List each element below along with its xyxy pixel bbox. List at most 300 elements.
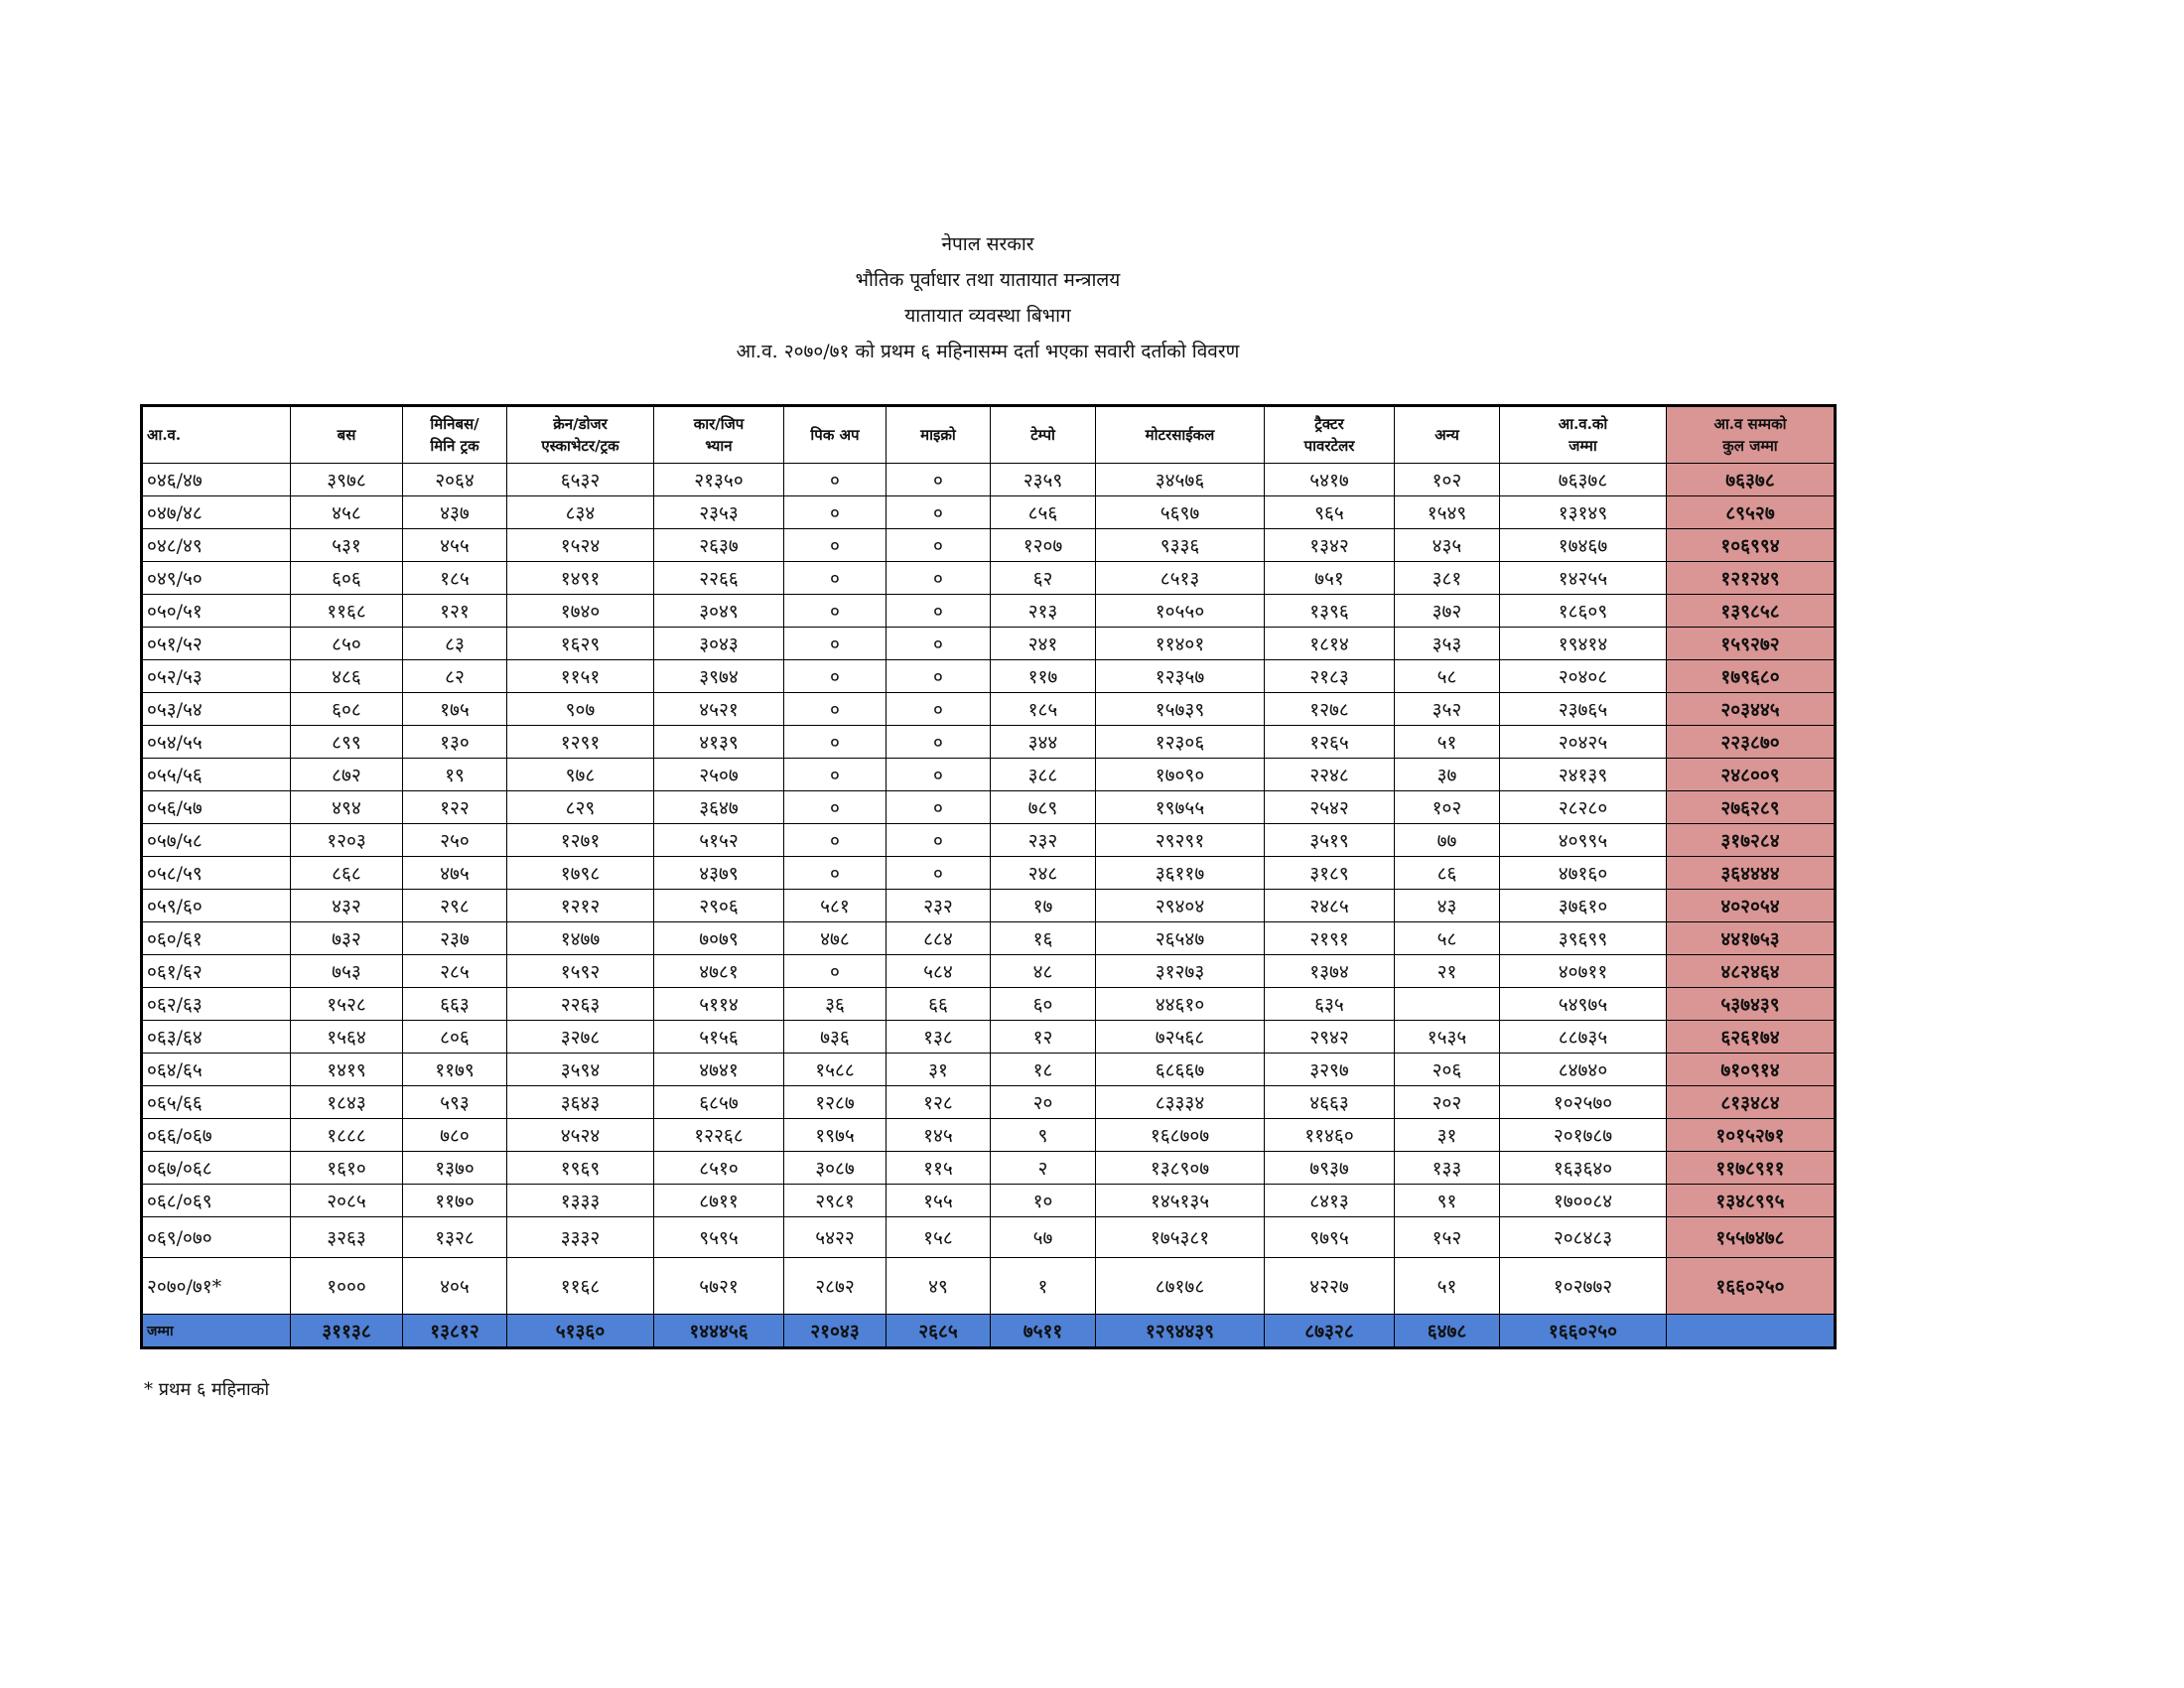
table-cell: १५३५ bbox=[1395, 1021, 1500, 1054]
table-cell: २४८ bbox=[991, 857, 1096, 890]
table-cell: ७३६ bbox=[784, 1021, 887, 1054]
column-header-label: ट्रैक्टर bbox=[1314, 415, 1344, 433]
table-cell: ६३५ bbox=[1265, 988, 1395, 1021]
table-cell: २०१७८७ bbox=[1500, 1119, 1667, 1152]
column-header-label: मिनिबस/ bbox=[430, 415, 479, 433]
table-cell: ८३४ bbox=[507, 496, 654, 529]
table-row bbox=[142, 1119, 1836, 1152]
table-cell: १४२५५ bbox=[1500, 562, 1667, 595]
table-cell: ४९४ bbox=[291, 791, 403, 824]
table-cell: १७५३८१ bbox=[1096, 1217, 1265, 1258]
table-cell: ३७२ bbox=[1395, 595, 1500, 628]
table-row bbox=[142, 693, 1836, 726]
fiscal-year-cell: ०४६/४७ bbox=[142, 464, 291, 496]
table-cell: ८७११ bbox=[654, 1185, 784, 1217]
table-cell: ० bbox=[887, 496, 991, 529]
fiscal-year-cell: ०४७/४८ bbox=[142, 496, 291, 529]
column-header-label: कुल जम्मा bbox=[1722, 437, 1778, 455]
table-cell: १६ bbox=[991, 922, 1096, 955]
table-cell: ४५२१ bbox=[654, 693, 784, 726]
cumulative-total-cell: ४४१७५३ bbox=[1667, 922, 1836, 955]
table-cell: १७५ bbox=[403, 693, 507, 726]
table-cell: ६५३२ bbox=[507, 464, 654, 496]
table-cell: ० bbox=[784, 824, 887, 857]
table-cell: ० bbox=[784, 628, 887, 660]
table-cell: ३५९४ bbox=[507, 1054, 654, 1086]
column-header-label: टेम्पो bbox=[1030, 426, 1055, 444]
table-cell: १६८७०७ bbox=[1096, 1119, 1265, 1152]
table-cell: १२२६८ bbox=[654, 1119, 784, 1152]
table-cell: ३२७८ bbox=[507, 1021, 654, 1054]
table-cell: ३९७८ bbox=[291, 464, 403, 496]
table-cell: ४५५ bbox=[403, 529, 507, 562]
table-cell: १२२ bbox=[403, 791, 507, 824]
table-cell: ४७८१ bbox=[654, 955, 784, 988]
table-cell: ८२९ bbox=[507, 791, 654, 824]
cumulative-total-cell: २४८००९ bbox=[1667, 759, 1836, 791]
table-cell: २३५३ bbox=[654, 496, 784, 529]
table-cell: १७४० bbox=[507, 595, 654, 628]
table-cell: १४७७ bbox=[507, 922, 654, 955]
cumulative-total-cell: १३४८९९५ bbox=[1667, 1185, 1836, 1217]
table-cell: ३३३२ bbox=[507, 1217, 654, 1258]
table-cell: ० bbox=[784, 529, 887, 562]
table-row bbox=[142, 857, 1836, 890]
table-cell: २०२ bbox=[1395, 1086, 1500, 1119]
table-cell: ० bbox=[887, 562, 991, 595]
table-cell: ० bbox=[784, 464, 887, 496]
table-cell: ३४५७६ bbox=[1096, 464, 1265, 496]
table-cell: ३०४९ bbox=[654, 595, 784, 628]
table-cell: १२०३ bbox=[291, 824, 403, 857]
cumulative-total-cell: २७६२८९ bbox=[1667, 791, 1836, 824]
table-cell: ३०८७ bbox=[784, 1152, 887, 1185]
column-header bbox=[991, 406, 1096, 464]
table-cell: ८८४ bbox=[887, 922, 991, 955]
table-cell: ११७ bbox=[991, 660, 1096, 693]
fiscal-year-cell: ०४९/५० bbox=[142, 562, 291, 595]
cumulative-total-cell: ३६४४४४ bbox=[1667, 857, 1836, 890]
table-cell: ३७६१० bbox=[1500, 890, 1667, 922]
table-cell: २४१३९ bbox=[1500, 759, 1667, 791]
fiscal-year-cell: २०७०/७१* bbox=[142, 1258, 291, 1315]
table-cell: ४७५ bbox=[403, 857, 507, 890]
table-cell: ४३७ bbox=[403, 496, 507, 529]
total-cell: ८७३२८ bbox=[1265, 1315, 1395, 1348]
table-cell: ३५२ bbox=[1395, 693, 1500, 726]
table-cell: २०४२५ bbox=[1500, 726, 1667, 759]
table-cell: ११४६० bbox=[1265, 1119, 1395, 1152]
table-cell: १०५५० bbox=[1096, 595, 1265, 628]
table-cell: १६२९ bbox=[507, 628, 654, 660]
total-cell: १३८१२ bbox=[403, 1315, 507, 1348]
table-cell: १३८९०७ bbox=[1096, 1152, 1265, 1185]
cumulative-total-cell: ७१०९१४ bbox=[1667, 1054, 1836, 1086]
table-cell: १३३३ bbox=[507, 1185, 654, 1217]
table-cell: २३५९ bbox=[991, 464, 1096, 496]
table-cell: ० bbox=[887, 791, 991, 824]
table-cell: १८१४ bbox=[1265, 628, 1395, 660]
table-cell: ० bbox=[887, 726, 991, 759]
table-cell: १५२४ bbox=[507, 529, 654, 562]
table-cell: १३० bbox=[403, 726, 507, 759]
table-cell: ५९३ bbox=[403, 1086, 507, 1119]
total-label-cell: जम्मा bbox=[142, 1315, 291, 1348]
table-cell: ३९७४ bbox=[654, 660, 784, 693]
table-cell: ७८० bbox=[403, 1119, 507, 1152]
cumulative-total-cell: १५९२७२ bbox=[1667, 628, 1836, 660]
table-cell: १७ bbox=[991, 890, 1096, 922]
table-cell: ७७ bbox=[1395, 824, 1500, 857]
table-cell: २९४०४ bbox=[1096, 890, 1265, 922]
table-cell: ८३३३४ bbox=[1096, 1086, 1265, 1119]
cumulative-total-cell: २०३४४५ bbox=[1667, 693, 1836, 726]
table-cell: १२ bbox=[991, 1021, 1096, 1054]
table-cell: १२८७ bbox=[784, 1086, 887, 1119]
table-cell: ४२२७ bbox=[1265, 1258, 1395, 1315]
table-cell: ६० bbox=[991, 988, 1096, 1021]
table-cell: २५० bbox=[403, 824, 507, 857]
table-row bbox=[142, 1217, 1836, 1258]
table-row bbox=[142, 824, 1836, 857]
table-cell: ० bbox=[784, 759, 887, 791]
table-cell: १६३६४० bbox=[1500, 1152, 1667, 1185]
table-cell: २१८३ bbox=[1265, 660, 1395, 693]
table-cell: १२०७ bbox=[991, 529, 1096, 562]
table-cell: २०४०८ bbox=[1500, 660, 1667, 693]
column-header-label: भ्यान bbox=[705, 437, 733, 455]
table-cell bbox=[1395, 988, 1500, 1021]
column-header-label: मिनि ट्रक bbox=[430, 437, 479, 455]
column-header bbox=[654, 406, 784, 464]
total-cell: ५१३६० bbox=[507, 1315, 654, 1348]
cumulative-total-cell: १५५७४७८ bbox=[1667, 1217, 1836, 1258]
table-cell: १६१० bbox=[291, 1152, 403, 1185]
cumulative-total-cell: ३१७२८४ bbox=[1667, 824, 1836, 857]
table-cell: ४३७९ bbox=[654, 857, 784, 890]
table-cell: ५७२१ bbox=[654, 1258, 784, 1315]
table-cell: १७००८४ bbox=[1500, 1185, 1667, 1217]
total-cell bbox=[1667, 1315, 1836, 1348]
table-cell: १३२८ bbox=[403, 1217, 507, 1258]
table-cell: २८७२ bbox=[784, 1258, 887, 1315]
table-cell: ६२ bbox=[991, 562, 1096, 595]
table-cell: १७४६७ bbox=[1500, 529, 1667, 562]
fiscal-year-cell: ०६८/०६९ bbox=[142, 1185, 291, 1217]
column-header-label: मोटरसाईकल bbox=[1145, 426, 1215, 444]
report-title: आ.व. २०७०/७१ को प्रथम ६ महिनासम्म दर्ता भएका सवारी दर्ताको विवरण bbox=[736, 341, 1240, 362]
column-header-label: कार/जिप bbox=[693, 415, 745, 433]
table-cell: ६८५७ bbox=[654, 1086, 784, 1119]
table-cell: ८५६ bbox=[991, 496, 1096, 529]
table-cell: १९ bbox=[403, 759, 507, 791]
fiscal-year-cell: ०६२/६३ bbox=[142, 988, 291, 1021]
fiscal-year-cell: ०५८/५९ bbox=[142, 857, 291, 890]
table-cell: १०२७७२ bbox=[1500, 1258, 1667, 1315]
table-cell: २९२९१ bbox=[1096, 824, 1265, 857]
table-cell: ३१८९ bbox=[1265, 857, 1395, 890]
fiscal-year-cell: ०४८/४९ bbox=[142, 529, 291, 562]
table-cell: १०२५७० bbox=[1500, 1086, 1667, 1119]
table-cell: २९०६ bbox=[654, 890, 784, 922]
table-row bbox=[142, 1185, 1836, 1217]
table-cell: १८ bbox=[991, 1054, 1096, 1086]
cumulative-total-cell: १०६९९४ bbox=[1667, 529, 1836, 562]
column-header-label: बस bbox=[337, 426, 356, 444]
table-cell: २८२८० bbox=[1500, 791, 1667, 824]
table-cell: ० bbox=[887, 529, 991, 562]
table-cell: ० bbox=[784, 955, 887, 988]
total-cell: २६८५ bbox=[887, 1315, 991, 1348]
fiscal-year-cell: ०५५/५६ bbox=[142, 759, 291, 791]
table-cell: ० bbox=[784, 791, 887, 824]
table-cell: ८३ bbox=[403, 628, 507, 660]
column-header-label: क्रेन/डोजर bbox=[553, 415, 608, 433]
table-cell: १९७५५ bbox=[1096, 791, 1265, 824]
table-cell: ११५ bbox=[887, 1152, 991, 1185]
table-cell: ४८ bbox=[991, 955, 1096, 988]
cumulative-total-cell: ४८२४६४ bbox=[1667, 955, 1836, 988]
table-cell: २२४८ bbox=[1265, 759, 1395, 791]
table-cell: ४९ bbox=[887, 1258, 991, 1315]
table-cell: ८९९ bbox=[291, 726, 403, 759]
table-cell: ६६३ bbox=[403, 988, 507, 1021]
table-cell: ४०५ bbox=[403, 1258, 507, 1315]
table-cell: ५१५६ bbox=[654, 1021, 784, 1054]
fiscal-year-cell: ०६३/६४ bbox=[142, 1021, 291, 1054]
table-cell: ११७० bbox=[403, 1185, 507, 1217]
table-cell: ८०६ bbox=[403, 1021, 507, 1054]
table-cell: १७९८ bbox=[507, 857, 654, 890]
table-cell: १ bbox=[991, 1258, 1096, 1315]
table-cell: ३१ bbox=[887, 1054, 991, 1086]
table-cell: ६६ bbox=[887, 988, 991, 1021]
column-header bbox=[291, 406, 403, 464]
table-cell: ४७१६० bbox=[1500, 857, 1667, 890]
table-cell: ८२ bbox=[403, 660, 507, 693]
table-cell: ० bbox=[784, 726, 887, 759]
fiscal-year-cell: ०५१/५२ bbox=[142, 628, 291, 660]
table-cell: १५८८ bbox=[784, 1054, 887, 1086]
total-cell: २१०४३ bbox=[784, 1315, 887, 1348]
table-row bbox=[142, 562, 1836, 595]
table-cell: २०८४८३ bbox=[1500, 1217, 1667, 1258]
table-cell: ८७१७८ bbox=[1096, 1258, 1265, 1315]
table-cell: २१९१ bbox=[1265, 922, 1395, 955]
table-cell: १३१४९ bbox=[1500, 496, 1667, 529]
table-cell: ४८६ bbox=[291, 660, 403, 693]
table-cell: १७०९० bbox=[1096, 759, 1265, 791]
table-row bbox=[142, 988, 1836, 1021]
fiscal-year-cell: ०५९/६० bbox=[142, 890, 291, 922]
table-cell: ५४१७ bbox=[1265, 464, 1395, 496]
fiscal-year-cell: ०६०/६१ bbox=[142, 922, 291, 955]
cumulative-total-cell: ४०२०५४ bbox=[1667, 890, 1836, 922]
table-cell: ७६३७८ bbox=[1500, 464, 1667, 496]
table-cell: २४८५ bbox=[1265, 890, 1395, 922]
government-title: नेपाल सरकार bbox=[941, 233, 1034, 255]
cumulative-total-cell: ११७८९११ bbox=[1667, 1152, 1836, 1185]
table-cell: २६३७ bbox=[654, 529, 784, 562]
table-cell: १२१२ bbox=[507, 890, 654, 922]
table-cell: ७८९ bbox=[991, 791, 1096, 824]
table-cell: ८८७३५ bbox=[1500, 1021, 1667, 1054]
column-header-label: माइक्रो bbox=[920, 426, 956, 444]
table-cell: ७५१ bbox=[1265, 562, 1395, 595]
table-cell: १२३५७ bbox=[1096, 660, 1265, 693]
table-cell: ७०७९ bbox=[654, 922, 784, 955]
table-cell: १५२८ bbox=[291, 988, 403, 1021]
table-row bbox=[142, 726, 1836, 759]
table-cell: ९७८ bbox=[507, 759, 654, 791]
table-cell: ५८ bbox=[1395, 660, 1500, 693]
fiscal-year-cell: ०६७/०६८ bbox=[142, 1152, 291, 1185]
column-header bbox=[142, 406, 291, 464]
table-cell: २३२ bbox=[887, 890, 991, 922]
table-cell: १०२ bbox=[1395, 464, 1500, 496]
table-cell: ५१५२ bbox=[654, 824, 784, 857]
column-header-label: आ.व.को bbox=[1558, 415, 1608, 433]
table-cell: ० bbox=[784, 660, 887, 693]
total-row bbox=[142, 1315, 1836, 1348]
table-cell: ५८१ bbox=[784, 890, 887, 922]
table-cell: २२६३ bbox=[507, 988, 654, 1021]
table-cell: १४५ bbox=[887, 1119, 991, 1152]
table-cell: ४३ bbox=[1395, 890, 1500, 922]
table-cell: १३४२ bbox=[1265, 529, 1395, 562]
table-cell: १८४३ bbox=[291, 1086, 403, 1119]
table-cell: ३८१ bbox=[1395, 562, 1500, 595]
table-cell: २ bbox=[991, 1152, 1096, 1185]
table-cell: ५३१ bbox=[291, 529, 403, 562]
table-cell: ६०६ bbox=[291, 562, 403, 595]
total-cell: १४४४५६ bbox=[654, 1315, 784, 1348]
cumulative-total-cell: ८९५२७ bbox=[1667, 496, 1836, 529]
table-cell: ० bbox=[784, 595, 887, 628]
fiscal-year-cell: ०५०/५१ bbox=[142, 595, 291, 628]
table-cell: ० bbox=[887, 857, 991, 890]
ministry-title: भौतिक पूर्वाधार तथा यातायात मन्त्रालय bbox=[855, 269, 1121, 291]
column-header bbox=[887, 406, 991, 464]
table-cell: ३७ bbox=[1395, 759, 1500, 791]
table-cell: १८६०९ bbox=[1500, 595, 1667, 628]
column-header-label: जम्मा bbox=[1569, 437, 1597, 455]
table-cell: ८४१३ bbox=[1265, 1185, 1395, 1217]
table-cell: ६०८ bbox=[291, 693, 403, 726]
table-cell: ८४७४० bbox=[1500, 1054, 1667, 1086]
cumulative-total-cell: १०१५२७१ bbox=[1667, 1119, 1836, 1152]
table-cell: १८५ bbox=[403, 562, 507, 595]
table-cell: १५९२ bbox=[507, 955, 654, 988]
table-cell: १५८ bbox=[887, 1217, 991, 1258]
table-cell: १५७३९ bbox=[1096, 693, 1265, 726]
table-cell: ५७ bbox=[991, 1217, 1096, 1258]
table-cell: २९८१ bbox=[784, 1185, 887, 1217]
table-cell: १५५ bbox=[887, 1185, 991, 1217]
total-cell: ३११३८ bbox=[291, 1315, 403, 1348]
table-cell: ११४०१ bbox=[1096, 628, 1265, 660]
table-cell: ८५० bbox=[291, 628, 403, 660]
table-cell: ५१ bbox=[1395, 1258, 1500, 1315]
fiscal-year-cell: ०६९/०७० bbox=[142, 1217, 291, 1258]
table-cell: ० bbox=[887, 660, 991, 693]
table-cell: १३७४ bbox=[1265, 955, 1395, 988]
table-row bbox=[142, 1054, 1836, 1086]
fiscal-year-cell: ०५२/५३ bbox=[142, 660, 291, 693]
table-cell: ८५१३ bbox=[1096, 562, 1265, 595]
table-cell: ८५१० bbox=[654, 1152, 784, 1185]
table-cell: २४१ bbox=[991, 628, 1096, 660]
column-header-label: आ.व. bbox=[147, 426, 182, 444]
table-cell: ३४४ bbox=[991, 726, 1096, 759]
table-cell: ३६११७ bbox=[1096, 857, 1265, 890]
table-cell: २०६ bbox=[1395, 1054, 1500, 1086]
table-cell: २५०७ bbox=[654, 759, 784, 791]
column-header-label: अन्य bbox=[1434, 426, 1459, 444]
cumulative-total-cell: २२३८७० bbox=[1667, 726, 1836, 759]
fiscal-year-cell: ०६६/०६७ bbox=[142, 1119, 291, 1152]
table-cell: १०२ bbox=[1395, 791, 1500, 824]
table-cell: १५६४ bbox=[291, 1021, 403, 1054]
table-cell: ७२५६८ bbox=[1096, 1021, 1265, 1054]
table-row bbox=[142, 529, 1836, 562]
cumulative-total-cell: १६६०२५० bbox=[1667, 1258, 1836, 1315]
fiscal-year-cell: ०५४/५५ bbox=[142, 726, 291, 759]
fiscal-year-cell: ०५७/५८ bbox=[142, 824, 291, 857]
table-cell: २३७ bbox=[403, 922, 507, 955]
table-cell: ५८४ bbox=[887, 955, 991, 988]
table-cell: ३५१९ bbox=[1265, 824, 1395, 857]
column-header-label: पिक अप bbox=[810, 426, 860, 444]
table-cell: ० bbox=[784, 562, 887, 595]
table-cell: ५४९७५ bbox=[1500, 988, 1667, 1021]
table-cell: ४५२४ bbox=[507, 1119, 654, 1152]
column-header bbox=[1667, 406, 1836, 464]
table-cell: १९६९ bbox=[507, 1152, 654, 1185]
table-cell: १३७० bbox=[403, 1152, 507, 1185]
table-cell: १९७५ bbox=[784, 1119, 887, 1152]
column-header bbox=[1395, 406, 1500, 464]
table-row bbox=[142, 791, 1836, 824]
table-cell: ८६८ bbox=[291, 857, 403, 890]
table-cell: ८७२ bbox=[291, 759, 403, 791]
table-cell: ४६६३ bbox=[1265, 1086, 1395, 1119]
table-cell: १४९१ bbox=[507, 562, 654, 595]
table-cell: ९३३६ bbox=[1096, 529, 1265, 562]
table-cell: १२१ bbox=[403, 595, 507, 628]
table-cell: ६८६६७ bbox=[1096, 1054, 1265, 1086]
total-cell: १६६०२५० bbox=[1500, 1315, 1667, 1348]
table-cell: ७९३७ bbox=[1265, 1152, 1395, 1185]
table-cell: ४७८ bbox=[784, 922, 887, 955]
table-cell: ० bbox=[887, 595, 991, 628]
table-cell: ५४२२ bbox=[784, 1217, 887, 1258]
cumulative-total-cell: ६२६१७४ bbox=[1667, 1021, 1836, 1054]
table-cell: ७५३ bbox=[291, 955, 403, 988]
cumulative-total-cell: १७९६८० bbox=[1667, 660, 1836, 693]
table-cell: १८५ bbox=[991, 693, 1096, 726]
table-cell: १४१९ bbox=[291, 1054, 403, 1086]
report-header bbox=[0, 226, 1976, 369]
table-cell: २६५४७ bbox=[1096, 922, 1265, 955]
table-cell: २९४२ bbox=[1265, 1021, 1395, 1054]
table-cell: ४५८ bbox=[291, 496, 403, 529]
table-row bbox=[142, 628, 1836, 660]
table-cell: ५६९७ bbox=[1096, 496, 1265, 529]
table-cell: २०६४ bbox=[403, 464, 507, 496]
total-cell: ७५११ bbox=[991, 1315, 1096, 1348]
table-cell: २२६६ bbox=[654, 562, 784, 595]
